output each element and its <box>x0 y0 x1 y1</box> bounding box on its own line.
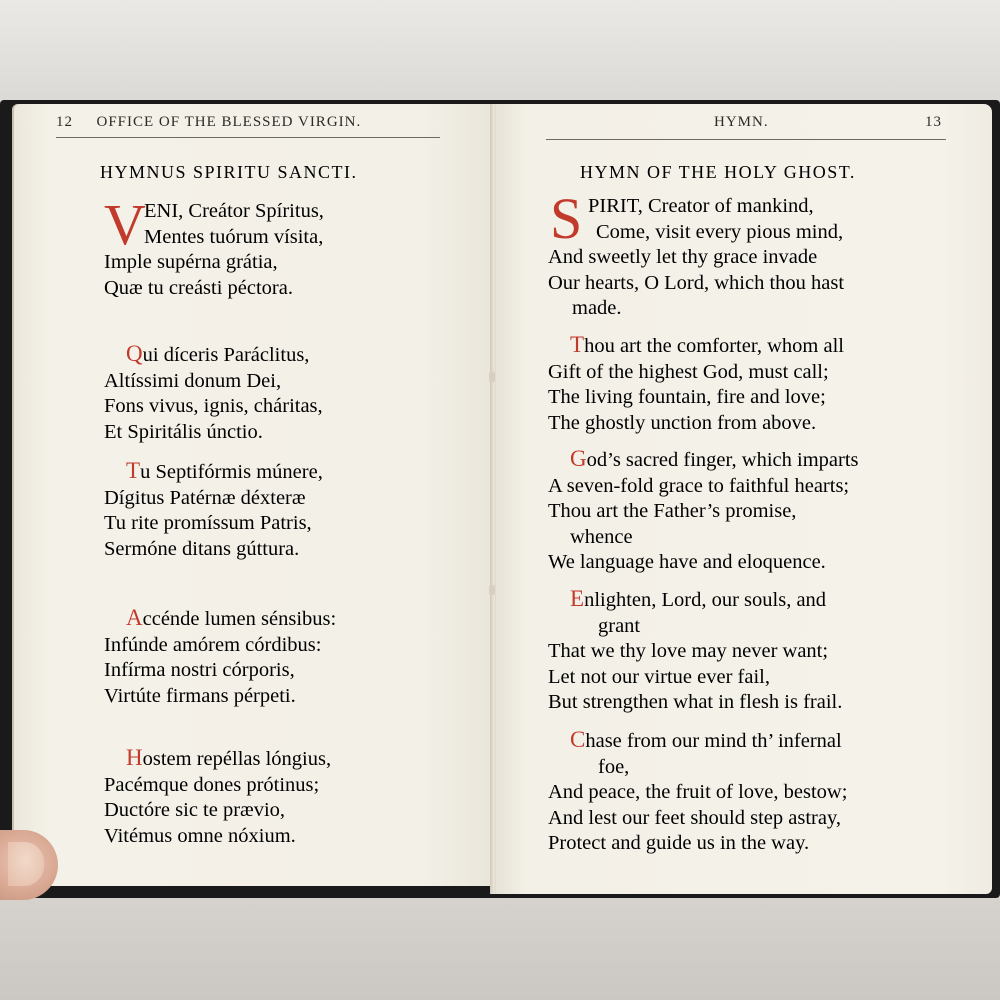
stanza-line: A seven-fold grace to faithful hearts; <box>548 474 850 497</box>
stanza-line: u Septifórmis múnere, <box>140 461 323 483</box>
stanza-line: ui díceris Paráclitus, <box>142 344 310 366</box>
stanza-line: Protect and guide us in the way. <box>548 832 810 854</box>
left-stanza-5 <box>104 745 331 849</box>
right-stanza-1 <box>548 186 845 322</box>
stanza-line: We language have and eloquence. <box>548 551 826 573</box>
right-stanza-3 <box>548 446 859 576</box>
stanza-line: hase from our mind th’ infernal <box>585 730 842 752</box>
stanza-line: Mentes tuórum vísita, <box>144 225 324 248</box>
stanza-line: Infúnde amórem córdibus: <box>104 633 322 656</box>
left-hymn-title: HYMNUS SPIRITU SANCTI. <box>100 162 358 182</box>
right-hymn-title: HYMN OF THE HOLY GHOST. <box>580 162 856 182</box>
left-header-rule <box>56 137 440 138</box>
stanza-line: Et Spiritális únctio. <box>104 420 263 443</box>
stanza-line: ostem repéllas lóngius, <box>142 748 332 770</box>
stanza-line: That we thy love may never want; <box>548 640 829 662</box>
stanza-line: Sermóne ditans gúttura. <box>104 537 300 560</box>
stanza-line: grant <box>598 614 641 637</box>
stanza-line: And lest our feet should step astray, <box>548 806 842 829</box>
right-stanza-2 <box>548 332 844 436</box>
stanza-line: Fons vivus, ignis, cháritas, <box>104 395 323 417</box>
stanza-line: Pacémque dones prótinus; <box>104 773 320 796</box>
left-stanza-1 <box>104 192 324 301</box>
stanza-line: And peace, the fruit of love, bestow; <box>548 781 848 803</box>
stanza-line: Infírma nostri córporis, <box>104 659 295 681</box>
right-header-rule <box>546 139 946 140</box>
thumbnail <box>8 842 44 886</box>
stanza-line: Altíssimi donum Dei, <box>104 369 282 392</box>
background-top <box>0 0 1000 100</box>
left-stanza-2 <box>104 341 323 445</box>
left-running-head-title: OFFICE OF THE BLESSED VIRGIN. <box>96 114 362 130</box>
drop-cap-initial: V <box>104 192 146 257</box>
stanza-line: Ductóre sic te prævio, <box>104 799 286 821</box>
stanza-line: hou art the comforter, whom all <box>584 335 844 357</box>
stanza-line: Dígitus Patérnæ déxteræ <box>104 486 306 509</box>
red-initial: T <box>570 332 585 357</box>
stanza-line: nlighten, Lord, our souls, and <box>584 589 827 611</box>
left-running-head <box>56 114 361 131</box>
stanza-line: Let not our virtue ever fail, <box>548 665 770 688</box>
stanza-line: whence <box>570 525 633 548</box>
stanza-line: But strengthen what in flesh is frail. <box>548 691 843 713</box>
stanza-line: od’s sacred finger, which imparts <box>586 449 859 471</box>
stanza-line: Tu rite promíssum Patris, <box>104 512 312 534</box>
red-initial: G <box>570 446 587 471</box>
stanza-line: Quæ tu creásti péctora. <box>104 276 293 299</box>
stanza-line: foe, <box>598 755 630 778</box>
right-stanza-5 <box>548 727 847 857</box>
stanza-line: The ghostly unction from above. <box>548 411 817 434</box>
background-bottom <box>0 895 1000 1000</box>
stanza-line: Thou art the Father’s promise, <box>548 500 797 522</box>
left-page-number: 12 <box>56 114 73 130</box>
stanza-line: Our hearts, O Lord, which thou hast <box>548 271 845 294</box>
right-page-number: 13 <box>925 114 942 130</box>
stanza-line: The living fountain, fire and love; <box>548 386 826 408</box>
binding-stitch <box>489 372 495 382</box>
right-stanza-4 <box>548 586 842 716</box>
stanza-line: made. <box>572 297 622 319</box>
red-initial: Q <box>126 341 143 366</box>
red-initial: H <box>126 745 143 770</box>
drop-cap-initial: S <box>550 186 583 251</box>
stanza-line: Come, visit every pious mind, <box>596 220 844 243</box>
stanza-line: ENI, Creátor Spíritus, <box>144 200 324 222</box>
stanza-line: Virtúte firmans pérpeti. <box>104 684 296 707</box>
stanza-line: Gift of the highest God, must call; <box>548 360 829 383</box>
stanza-line: Imple supérna grátia, <box>104 251 278 273</box>
stanza-line: ccénde lumen sénsibus: <box>142 608 337 630</box>
binding-stitch <box>489 585 495 595</box>
red-initial: C <box>570 727 586 752</box>
stanza-line: Vitémus omne nóxium. <box>104 824 296 847</box>
red-initial: T <box>126 458 141 483</box>
red-initial: A <box>126 605 143 630</box>
stanza-line: PIRIT, Creator of mankind, <box>588 195 814 217</box>
right-running-head-title: HYMN. <box>714 114 769 130</box>
stanza-line: And sweetly let thy grace invade <box>548 246 818 268</box>
red-initial: E <box>570 586 585 611</box>
left-stanza-4 <box>104 605 336 709</box>
left-stanza-3 <box>104 458 323 562</box>
